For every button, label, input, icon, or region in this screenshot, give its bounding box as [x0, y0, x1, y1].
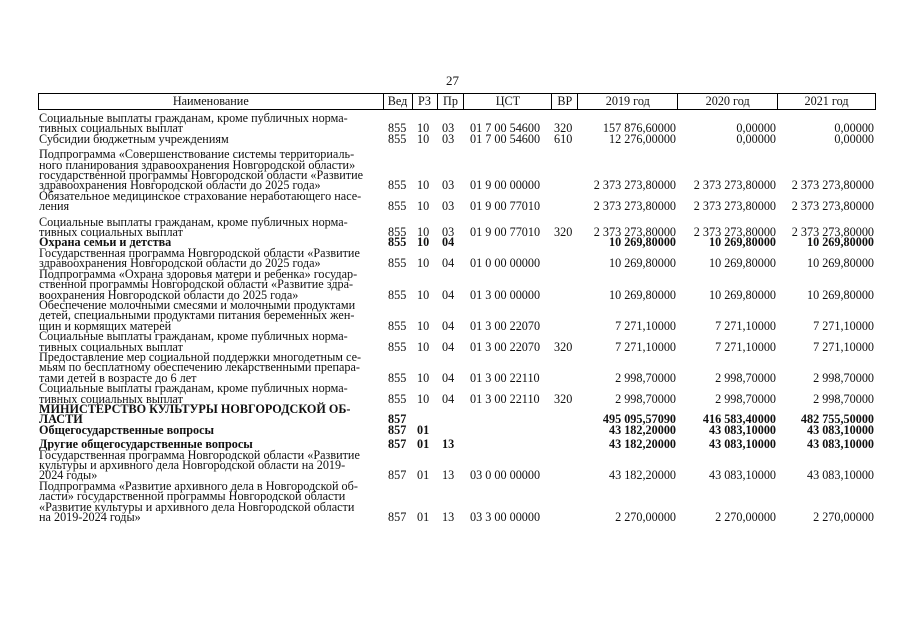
row-name	[38, 131, 383, 146]
row-name-line: ласти» государственной программы Новгородской области	[39, 489, 346, 504]
row-2019: 2 373 273,80000	[593, 199, 676, 214]
row-pr: 03	[442, 225, 455, 240]
row-2020: 416 583,40000	[702, 412, 776, 427]
row-ved: 857	[388, 510, 407, 525]
table-row	[38, 331, 876, 352]
row-name-line: Социальные выплаты гражданам, кроме публичных норма-	[39, 329, 348, 344]
row-2021: 2 998,70000	[813, 370, 874, 385]
row-name-line: Другие общегосударственные вопросы	[39, 437, 253, 452]
row-ved: 855	[388, 121, 407, 136]
row-2021: 43 083,10000	[806, 437, 874, 452]
row-2020: 2 998,70000	[715, 391, 776, 406]
row-name-line: ЛАСТИ	[39, 412, 83, 427]
row-2021: 2 998,70000	[813, 391, 874, 406]
row-2021: 0,00000	[834, 131, 874, 146]
row-2021: 43 083,10000	[806, 422, 874, 437]
row-rz: 10	[417, 391, 430, 406]
row-pr: 04	[442, 370, 455, 385]
row-2020: 43 083,10000	[708, 468, 776, 483]
table-row	[38, 349, 876, 385]
row-2019: 2 998,70000	[615, 391, 676, 406]
row-cst: 03 3 00 00000	[470, 510, 541, 525]
row-cst: 01 3 00 00000	[470, 287, 541, 302]
row-2020: 0,00000	[736, 121, 776, 136]
row-2020: 10 269,80000	[708, 235, 776, 250]
row-vr: 320	[554, 339, 573, 354]
row-cst: 01 3 00 22110	[470, 370, 540, 385]
row-2019: 10 269,80000	[608, 256, 676, 271]
row-ved: 855	[388, 287, 407, 302]
table-row	[38, 131, 876, 146]
row-name	[38, 214, 383, 240]
table-row	[38, 245, 876, 271]
row-name-line: тивных социальных выплат	[39, 391, 183, 406]
row-ved: 855	[388, 235, 407, 250]
row-ved: 855	[388, 199, 407, 214]
row-2019: 157 876,60000	[602, 121, 676, 136]
row-2020: 2 998,70000	[715, 370, 776, 385]
row-rz: 10	[417, 235, 430, 250]
row-name-line: здравоохранения Новгородской области до 2025 года»	[39, 178, 321, 193]
table-row	[38, 401, 876, 427]
row-ved: 857	[388, 437, 407, 452]
row-cst: 01 9 00 77010	[470, 199, 541, 214]
row-pr: 04	[442, 256, 455, 271]
table-row	[38, 478, 876, 525]
table-row	[38, 297, 876, 333]
table-row	[38, 214, 876, 240]
row-ved: 855	[388, 256, 407, 271]
row-name-line: Обеспечение молочными смесями и молочными продуктами	[39, 297, 356, 312]
row-ved: 855	[388, 370, 407, 385]
row-name-line: на 2019-2024 годы»	[39, 510, 141, 525]
row-name	[38, 478, 383, 525]
row-name	[38, 297, 383, 333]
table-row	[38, 188, 876, 214]
row-ved: 855	[388, 318, 407, 333]
row-2019: 43 182,20000	[608, 422, 676, 437]
budget-table	[38, 93, 876, 525]
row-name-line: Подпрограмма «Развитие архивного дела в Новгородской об-	[39, 478, 358, 493]
row-2019: 495 095,57090	[602, 412, 676, 427]
row-name-line: Общегосударственные вопросы	[39, 422, 215, 437]
row-rz: 10	[417, 256, 430, 271]
row-2021: 2 373 273,80000	[791, 225, 874, 240]
row-pr: 03	[442, 199, 455, 214]
row-2020: 2 373 273,80000	[693, 199, 776, 214]
row-2019: 2 373 273,80000	[593, 225, 676, 240]
row-vr: 610	[554, 131, 573, 146]
row-2021: 7 271,10000	[813, 318, 874, 333]
row-name-line: Обязательное медицинское страхование неработающего насе-	[39, 188, 362, 203]
header-name: Наименование	[39, 94, 384, 109]
row-cst: 01 3 00 22110	[470, 391, 540, 406]
table-row	[38, 422, 876, 437]
row-2021: 2 373 273,80000	[791, 199, 874, 214]
row-2019: 43 182,20000	[608, 468, 676, 483]
row-name-line: Подпрограмма «Совершенствование системы территориаль-	[39, 147, 355, 162]
row-name-line: тами детей в возрасте до 6 лет	[39, 370, 197, 385]
row-rz: 10	[417, 121, 430, 136]
header-2021: 2021 год	[778, 94, 876, 109]
row-2021: 43 083,10000	[806, 468, 874, 483]
row-2020: 2 270,00000	[715, 510, 776, 525]
row-pr: 13	[442, 437, 455, 452]
row-2020: 10 269,80000	[708, 287, 776, 302]
row-ved: 855	[388, 391, 407, 406]
row-pr: 13	[442, 468, 455, 483]
row-2020: 2 373 273,80000	[693, 225, 776, 240]
row-name-line: тивных социальных выплат	[39, 121, 183, 136]
table-body	[38, 111, 876, 525]
row-cst: 01 3 00 22070	[470, 339, 541, 354]
row-2019: 7 271,10000	[615, 339, 676, 354]
row-cst: 01 9 00 77010	[470, 225, 541, 240]
row-name-line: «Развитие культуры и архивного дела Новгородской области	[39, 499, 355, 514]
row-name	[38, 113, 383, 134]
row-2021: 7 271,10000	[813, 339, 874, 354]
header-cst: ЦСТ	[464, 94, 552, 109]
row-2020: 2 373 273,80000	[693, 178, 776, 193]
row-2021: 0,00000	[834, 121, 874, 136]
row-name-line: тивных социальных выплат	[39, 339, 183, 354]
row-pr: 04	[442, 235, 455, 250]
row-vr: 320	[554, 121, 573, 136]
row-name-line: ственной программы Новгородской области «Развитие здра-	[39, 277, 354, 292]
row-pr: 03	[442, 121, 455, 136]
row-name-line: мьям по бесплатному обеспечению лекарственными препара-	[39, 360, 360, 375]
row-2020: 0,00000	[736, 131, 776, 146]
row-name-line: воохранения Новгородской области до 2025 года»	[39, 287, 299, 302]
row-name-line: 2024 годы»	[39, 468, 98, 483]
row-pr: 03	[442, 131, 455, 146]
row-name	[38, 447, 383, 483]
row-name-line: государственной программы Новгородской области «Развитие	[39, 168, 364, 183]
row-2021: 482 755,50000	[800, 412, 874, 427]
row-pr: 03	[442, 178, 455, 193]
row-ved: 855	[388, 131, 407, 146]
row-cst: 01 7 00 54600	[470, 131, 541, 146]
row-name-line: тивных социальных выплат	[39, 225, 183, 240]
row-pr: 04	[442, 391, 455, 406]
row-ved: 857	[388, 468, 407, 483]
row-2020: 43 083,10000	[708, 422, 776, 437]
row-2019: 7 271,10000	[615, 318, 676, 333]
row-name-line: ного планирования здравоохранения Новгородской области»	[39, 157, 356, 172]
row-2021: 10 269,80000	[806, 235, 874, 250]
row-name-line: Государственная программа Новгородской области «Развитие	[39, 447, 360, 462]
row-2019: 2 270,00000	[615, 510, 676, 525]
row-2019: 2 373 273,80000	[593, 178, 676, 193]
row-rz: 10	[417, 131, 430, 146]
row-2019: 10 269,80000	[608, 287, 676, 302]
row-rz: 01	[417, 422, 430, 437]
row-name-line: здравоохранения Новгородской области до 2025 года»	[39, 256, 321, 271]
row-rz: 10	[417, 178, 430, 193]
header-2019: 2019 год	[578, 94, 678, 109]
row-ved: 855	[388, 178, 407, 193]
row-rz: 10	[417, 339, 430, 354]
row-2021: 2 270,00000	[813, 510, 874, 525]
row-cst: 01 0 00 00000	[470, 256, 541, 271]
row-name-line: Социальные выплаты гражданам, кроме публичных норма-	[39, 214, 348, 229]
row-name-line: Предоставление мер социальной поддержки многодетным се-	[39, 349, 362, 364]
row-name-line: Охрана семьи и детства	[39, 235, 172, 250]
header-pr: Пр	[438, 94, 465, 109]
row-name-line: детей, специальными продуктами питания беременных жен-	[39, 308, 355, 323]
row-rz: 01	[417, 510, 430, 525]
header-ved: Вед	[384, 94, 413, 109]
row-rz: 10	[417, 225, 430, 240]
row-2019: 2 998,70000	[615, 370, 676, 385]
row-name	[38, 422, 383, 437]
row-2020: 7 271,10000	[715, 318, 776, 333]
table-row	[38, 383, 876, 404]
row-cst: 03 0 00 00000	[470, 468, 541, 483]
header-vr: ВР	[552, 94, 578, 109]
row-name-line: Субсидии бюджетным учреждениям	[39, 131, 229, 146]
row-2021: 10 269,80000	[806, 256, 874, 271]
table-header	[38, 93, 876, 110]
row-name-line: Подпрограмма «Охрана здоровья матери и ребенка» государ-	[39, 266, 358, 281]
row-2020: 43 083,10000	[708, 437, 776, 452]
row-2019: 10 269,80000	[608, 235, 676, 250]
row-rz: 01	[417, 468, 430, 483]
row-2021: 10 269,80000	[806, 287, 874, 302]
row-pr: 04	[442, 287, 455, 302]
row-name-line: ления	[39, 199, 70, 214]
row-2021: 2 373 273,80000	[791, 178, 874, 193]
row-name-line: Социальные выплаты гражданам, кроме публичных норма-	[39, 381, 348, 396]
row-name-line: культуры и архивного дела Новгородской области на 2019-	[39, 458, 346, 472]
row-cst: 01 9 00 00000	[470, 178, 541, 193]
row-rz: 10	[417, 370, 430, 385]
header-2020: 2020 год	[678, 94, 778, 109]
row-name-line: МИНИСТЕРСТВО КУЛЬТУРЫ НОВГОРОДСКОЙ ОБ-	[39, 401, 351, 416]
row-ved: 857	[388, 412, 407, 427]
table-row	[38, 447, 876, 483]
row-pr: 04	[442, 318, 455, 333]
page-number: 27	[446, 73, 459, 88]
table-row	[38, 266, 876, 302]
row-2020: 10 269,80000	[708, 256, 776, 271]
table-row	[38, 149, 876, 191]
row-2020: 7 271,10000	[715, 339, 776, 354]
row-name	[38, 188, 383, 214]
row-pr: 13	[442, 510, 455, 525]
row-name	[38, 349, 383, 385]
row-name-line: щин и кормящих матерей	[39, 318, 172, 333]
row-ved: 855	[388, 339, 407, 354]
row-rz: 10	[417, 318, 430, 333]
row-name	[38, 149, 383, 191]
row-cst: 01 3 00 22070	[470, 318, 541, 333]
row-rz: 01	[417, 437, 430, 452]
row-2019: 43 182,20000	[608, 437, 676, 452]
row-2019: 12 276,00000	[608, 131, 676, 146]
table-row	[38, 113, 876, 134]
row-name-line: Государственная программа Новгородской области «Развитие	[39, 245, 360, 260]
row-name-line: Социальные выплаты гражданам, кроме публичных норма-	[39, 111, 348, 125]
row-rz: 10	[417, 287, 430, 302]
row-rz: 10	[417, 199, 430, 214]
row-name	[38, 401, 383, 427]
row-cst: 01 7 00 54600	[470, 121, 541, 136]
header-rz: РЗ	[413, 94, 438, 109]
row-ved: 857	[388, 422, 407, 437]
row-name	[38, 331, 383, 352]
row-name	[38, 383, 383, 404]
row-ved: 855	[388, 225, 407, 240]
row-vr: 320	[554, 225, 573, 240]
row-name	[38, 245, 383, 271]
row-vr: 320	[554, 391, 573, 406]
row-name	[38, 266, 383, 302]
row-pr: 04	[442, 339, 455, 354]
